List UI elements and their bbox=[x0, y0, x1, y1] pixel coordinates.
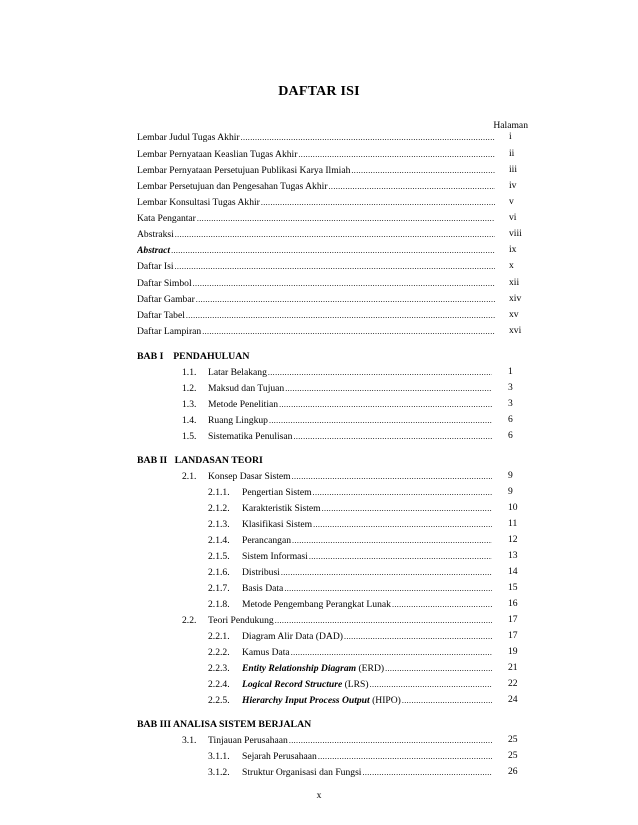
toc-page: 11 bbox=[508, 518, 518, 529]
leader-dots bbox=[298, 148, 495, 161]
toc-entry[interactable]: Lembar Judul Tugas Akhir ..... bbox=[137, 131, 495, 144]
leader-dots bbox=[196, 293, 495, 306]
toc-entry[interactable]: 1.4. Ruang Lingkup ..... bbox=[182, 414, 492, 427]
leader-dots bbox=[193, 277, 495, 290]
toc-entry[interactable]: 3.1.1. Sejarah Perusahaan ..... bbox=[208, 750, 492, 763]
toc-page: i bbox=[509, 131, 512, 142]
toc-entry[interactable]: 1.2. Maksud dan Tujuan ..... bbox=[182, 382, 492, 395]
toc-entry[interactable]: 2.2. Teori Pendukung ..... bbox=[182, 614, 492, 627]
leader-dots bbox=[329, 180, 495, 193]
toc-page: xiv bbox=[509, 293, 522, 304]
toc-page: 9 bbox=[508, 470, 513, 481]
toc-page: 16 bbox=[508, 598, 518, 609]
toc-entry[interactable]: 2.2.4. Logical Record Structure (LRS) ..... bbox=[208, 678, 492, 691]
toc-entry[interactable]: 3.1. Tinjauan Perusahaan ..... bbox=[182, 734, 492, 747]
toc-entry[interactable]: 2.1.4. Perancangan ..... bbox=[208, 534, 492, 547]
leader-dots bbox=[313, 486, 492, 499]
leader-dots bbox=[322, 502, 492, 515]
toc-page: 21 bbox=[508, 662, 518, 673]
toc-page: 26 bbox=[508, 766, 518, 777]
chapter-heading-bab1[interactable]: BAB I PENDAHULUAN bbox=[137, 351, 250, 362]
toc-page: v bbox=[509, 196, 514, 207]
toc-page: 17 bbox=[508, 630, 518, 641]
toc-page: ix bbox=[509, 244, 517, 255]
toc-page: 25 bbox=[508, 734, 518, 745]
leader-dots bbox=[402, 694, 492, 707]
leader-dots bbox=[344, 630, 492, 643]
toc-page: iv bbox=[509, 180, 517, 191]
toc-entry[interactable]: Abstract ..... bbox=[137, 244, 495, 257]
toc-entry[interactable]: 1.5. Sistematika Penulisan ..... bbox=[182, 430, 492, 443]
chapter-heading-bab2[interactable]: BAB II LANDASAN TEORI bbox=[137, 455, 263, 466]
leader-dots bbox=[385, 662, 492, 675]
toc-page: 9 bbox=[508, 486, 513, 497]
toc-page: 3 bbox=[508, 382, 513, 393]
toc-entry[interactable]: 2.2.2. Kamus Data ..... bbox=[208, 646, 492, 659]
leader-dots bbox=[202, 325, 495, 338]
leader-dots bbox=[241, 131, 495, 144]
toc-page: 25 bbox=[508, 750, 518, 761]
leader-dots bbox=[175, 260, 496, 273]
leader-dots bbox=[186, 309, 495, 322]
leader-dots bbox=[289, 734, 492, 747]
toc-entry[interactable]: Daftar Lampiran ..... bbox=[137, 325, 495, 338]
leader-dots bbox=[284, 582, 492, 595]
leader-dots bbox=[313, 518, 492, 531]
leader-dots bbox=[197, 212, 495, 225]
toc-page: vi bbox=[509, 212, 517, 223]
toc-page: xvi bbox=[509, 325, 522, 336]
toc-entry[interactable]: 3.1.2. Struktur Organisasi dan Fungsi ..... bbox=[208, 766, 492, 779]
toc-entry[interactable]: 2.1. Konsep Dasar Sistem ..... bbox=[182, 470, 492, 483]
toc-page: 17 bbox=[508, 614, 518, 625]
leader-dots bbox=[392, 598, 492, 611]
toc-page: 3 bbox=[508, 398, 513, 409]
leader-dots bbox=[171, 244, 495, 257]
toc-page: 6 bbox=[508, 430, 513, 441]
toc-entry[interactable]: Lembar Persetujuan dan Pengesahan Tugas Akhir ..... bbox=[137, 180, 495, 193]
leader-dots bbox=[269, 414, 492, 427]
leader-dots bbox=[279, 398, 492, 411]
toc-entry[interactable]: Kata Pengantar ..... bbox=[137, 212, 495, 225]
toc-page: 24 bbox=[508, 694, 518, 705]
toc-entry[interactable]: Lembar Pernyataan Keaslian Tugas Akhir ..... bbox=[137, 148, 495, 161]
toc-page: 22 bbox=[508, 678, 518, 689]
toc-entry[interactable]: Daftar Tabel ..... bbox=[137, 309, 495, 322]
toc-page: 13 bbox=[508, 550, 518, 561]
toc-entry[interactable]: 2.1.3. Klasifikasi Sistem ..... bbox=[208, 518, 492, 531]
leader-dots bbox=[293, 430, 492, 443]
toc-entry[interactable]: Daftar Gambar ..... bbox=[137, 293, 495, 306]
halaman-label: Halaman bbox=[493, 120, 528, 131]
toc-page: 1 bbox=[508, 366, 513, 377]
page-number-footer: x bbox=[316, 790, 322, 801]
toc-page: ii bbox=[509, 148, 515, 159]
leader-dots bbox=[318, 750, 492, 763]
toc-entry[interactable]: 2.1.5. Sistem Informasi ..... bbox=[208, 550, 492, 563]
toc-page: viii bbox=[509, 228, 522, 239]
chapter-heading-bab3[interactable]: BAB III ANALISA SISTEM BERJALAN bbox=[137, 719, 312, 730]
toc-entry[interactable]: 2.2.5. Hierarchy Input Process Output (HIPO) ..... bbox=[208, 694, 492, 707]
toc-entry[interactable]: Daftar Simbol ..... bbox=[137, 277, 495, 290]
leader-dots bbox=[175, 228, 495, 241]
leader-dots bbox=[351, 164, 495, 177]
toc-entry[interactable]: 2.1.6. Distribusi ..... bbox=[208, 566, 492, 579]
toc-page: xv bbox=[509, 309, 519, 320]
toc-entry[interactable]: 2.1.2. Karakteristik Sistem ..... bbox=[208, 502, 492, 515]
toc-page: 6 bbox=[508, 414, 513, 425]
leader-dots bbox=[268, 366, 492, 379]
page-title: DAFTAR ISI bbox=[278, 84, 360, 99]
toc-entry[interactable]: 2.2.1. Diagram Alir Data (DAD) ..... bbox=[208, 630, 492, 643]
leader-dots bbox=[370, 678, 492, 691]
leader-dots bbox=[261, 196, 495, 209]
leader-dots bbox=[281, 566, 492, 579]
leader-dots bbox=[309, 550, 492, 563]
toc-page: xii bbox=[509, 277, 520, 288]
leader-dots bbox=[275, 614, 492, 627]
leader-dots bbox=[292, 470, 492, 483]
toc-entry[interactable]: Lembar Konsultasi Tugas Akhir ..... bbox=[137, 196, 495, 209]
toc-page: 15 bbox=[508, 582, 518, 593]
toc-entry[interactable]: Daftar Isi ..... bbox=[137, 260, 495, 273]
toc-entry[interactable]: 2.1.8. Metode Pengembang Perangkat Lunak ..... bbox=[208, 598, 492, 611]
leader-dots bbox=[285, 382, 492, 395]
toc-entry[interactable]: 2.1.7. Basis Data ..... bbox=[208, 582, 492, 595]
leader-dots bbox=[362, 766, 492, 779]
toc-entry[interactable]: Lembar Pernyataan Persetujuan Publikasi Karya Ilmiah ..... bbox=[137, 164, 495, 177]
toc-entry[interactable]: 2.1.1. Pengertian Sistem ..... bbox=[208, 486, 492, 499]
toc-page: 12 bbox=[508, 534, 518, 545]
leader-dots bbox=[291, 646, 492, 659]
toc-entry[interactable]: 1.3. Metode Penelitian ..... bbox=[182, 398, 492, 411]
leader-dots bbox=[292, 534, 492, 547]
toc-page: 19 bbox=[508, 646, 518, 657]
toc-page: x bbox=[509, 260, 514, 271]
toc-page: iii bbox=[509, 164, 517, 175]
toc-entry[interactable]: Abstraksi ..... bbox=[137, 228, 495, 241]
toc-entry[interactable]: 2.2.3. Entity Relationship Diagram (ERD) ..... bbox=[208, 662, 492, 675]
toc-page: 10 bbox=[508, 502, 518, 513]
toc-entry[interactable]: 1.1. Latar Belakang ..... bbox=[182, 366, 492, 379]
toc-page: 14 bbox=[508, 566, 518, 577]
